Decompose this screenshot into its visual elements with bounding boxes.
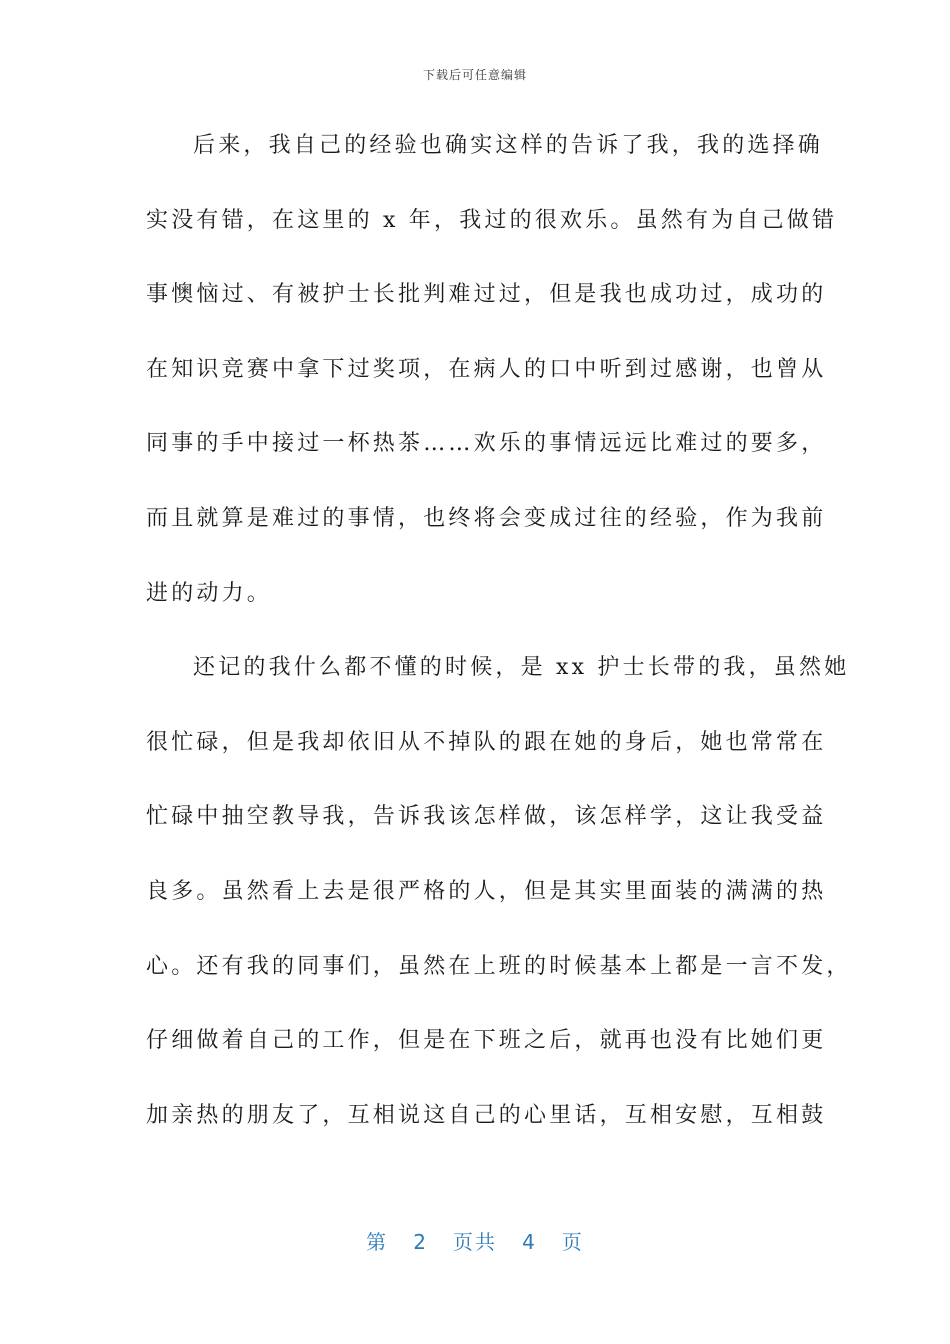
paragraph-line: 还记的我什么都不懂的时候，是 xx 护士长带的我，虽然她	[193, 655, 850, 681]
paragraph-line: 同事的手中接过一杯热茶……欢乐的事情远远比难过的要多，	[146, 431, 827, 457]
paragraph-line: 进的动力。	[146, 580, 273, 606]
paragraph-line: 而且就算是难过的事情，也终将会变成过往的经验，作为我前	[146, 505, 827, 531]
paragraph-line: 仔细做着自己的工作，但是在下班之后，就再也没有比她们更	[146, 1028, 827, 1054]
footer-suffix: 页	[561, 1230, 584, 1254]
paragraph-line: 加亲热的朋友了，互相说这自己的心里话，互相安慰，互相鼓	[146, 1102, 827, 1128]
paragraph-line: 忙碌中抽空教导我，告诉我该怎样做，该怎样学，这让我受益	[146, 804, 827, 830]
footer-middle: 页共	[453, 1230, 497, 1254]
page-footer	[0, 1226, 950, 1255]
paragraph-line: 很忙碌，但是我却依旧从不掉队的跟在她的身后，她也常常在	[146, 729, 827, 755]
paragraph-line: 在知识竞赛中拿下过奖项，在病人的口中听到过感谢，也曾从	[146, 356, 827, 382]
paragraph-line: 实没有错，在这里的 x 年，我过的很欢乐。虽然有为自己做错	[146, 207, 838, 233]
document-body	[146, 124, 852, 1168]
footer-page-number: 2	[413, 1230, 428, 1254]
paragraph-line: 良多。虽然看上去是很严格的人，但是其实里面装的满满的热	[146, 878, 827, 904]
paragraph-line: 事懊恼过、有被护士长批判难过过，但是我也成功过，成功的	[146, 282, 827, 308]
page-header: 下载后可任意编辑	[422, 68, 527, 82]
paragraph-line: 后来，我自己的经验也确实这样的告诉了我，我的选择确	[193, 133, 824, 158]
footer-total-pages: 4	[522, 1230, 537, 1254]
footer-prefix: 第	[366, 1230, 389, 1254]
paragraph-line: 心。还有我的同事们，虽然在上班的时候基本上都是一言不发，	[146, 953, 852, 979]
